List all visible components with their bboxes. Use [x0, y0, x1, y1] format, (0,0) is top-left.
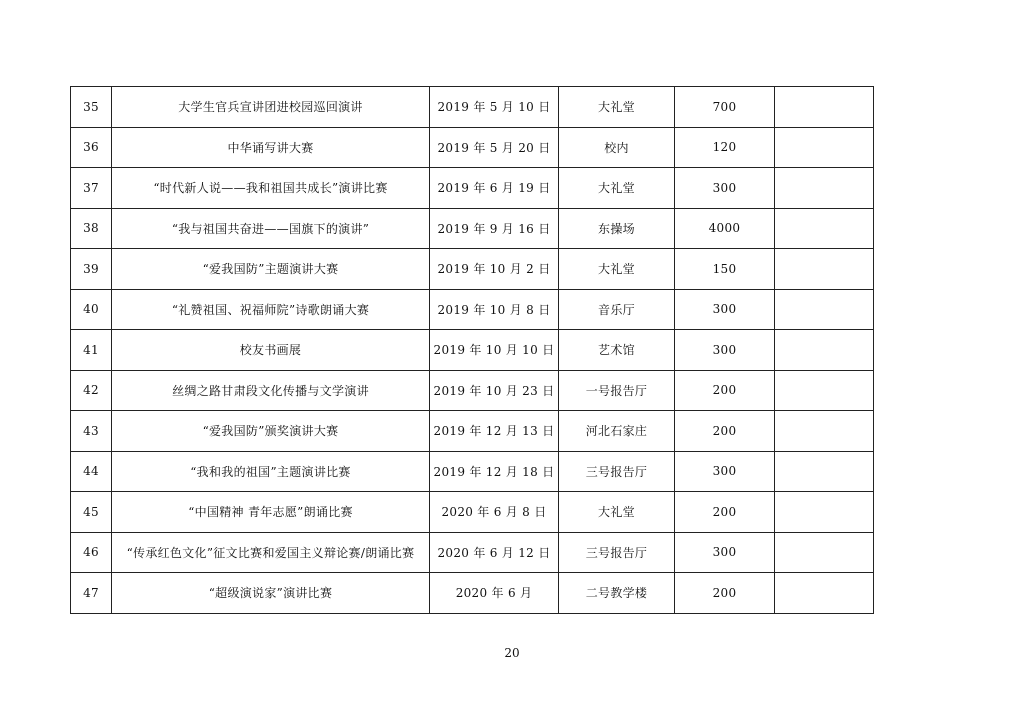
row-number-cell: 38 — [71, 208, 112, 249]
remarks-cell — [775, 330, 874, 371]
activity-name-cell: “我与祖国共奋进——国旗下的演讲” — [112, 208, 430, 249]
row-number-cell: 44 — [71, 451, 112, 492]
date-cell: 2019 年 5 月 20 日 — [430, 127, 559, 168]
date-cell: 2020 年 6 月 12 日 — [430, 532, 559, 573]
remarks-cell — [775, 127, 874, 168]
table-row — [71, 532, 874, 573]
date-cell: 2019 年 5 月 10 日 — [430, 87, 559, 128]
date-cell: 2019 年 12 月 18 日 — [430, 451, 559, 492]
table-row — [71, 451, 874, 492]
activity-name-cell: “时代新人说——我和祖国共成长”演讲比赛 — [112, 168, 430, 209]
participant-count-cell: 200 — [675, 492, 775, 533]
date-cell: 2020 年 6 月 8 日 — [430, 492, 559, 533]
venue-cell: 大礼堂 — [559, 492, 675, 533]
activity-name-cell: 大学生官兵宣讲团进校园巡回演讲 — [112, 87, 430, 128]
participant-count-cell: 120 — [675, 127, 775, 168]
table-row — [71, 87, 874, 128]
row-number-cell: 35 — [71, 87, 112, 128]
table-row — [71, 573, 874, 614]
venue-cell: 东操场 — [559, 208, 675, 249]
venue-cell: 二号教学楼 — [559, 573, 675, 614]
venue-cell: 音乐厅 — [559, 289, 675, 330]
participant-count-cell: 300 — [675, 330, 775, 371]
row-number-cell: 41 — [71, 330, 112, 371]
row-number-cell: 40 — [71, 289, 112, 330]
participant-count-cell: 150 — [675, 249, 775, 290]
participant-count-cell: 700 — [675, 87, 775, 128]
venue-cell: 三号报告厅 — [559, 532, 675, 573]
participant-count-cell: 300 — [675, 451, 775, 492]
remarks-cell — [775, 411, 874, 452]
table-body — [71, 87, 874, 614]
participant-count-cell: 200 — [675, 370, 775, 411]
date-cell: 2019 年 10 月 10 日 — [430, 330, 559, 371]
venue-cell: 河北石家庄 — [559, 411, 675, 452]
activity-name-cell: “传承红色文化”征文比赛和爱国主义辩论赛/朗诵比赛 — [112, 532, 430, 573]
venue-cell: 三号报告厅 — [559, 451, 675, 492]
row-number-cell: 46 — [71, 532, 112, 573]
venue-cell: 大礼堂 — [559, 87, 675, 128]
activity-name-cell: “中国精神 青年志愿”朗诵比赛 — [112, 492, 430, 533]
table-row — [71, 492, 874, 533]
participant-count-cell: 300 — [675, 289, 775, 330]
remarks-cell — [775, 208, 874, 249]
table-row — [71, 289, 874, 330]
remarks-cell — [775, 573, 874, 614]
activity-name-cell: 丝绸之路甘肃段文化传播与文学演讲 — [112, 370, 430, 411]
participant-count-cell: 300 — [675, 532, 775, 573]
remarks-cell — [775, 532, 874, 573]
activity-name-cell: 中华诵写讲大赛 — [112, 127, 430, 168]
activity-name-cell: “超级演说家”演讲比赛 — [112, 573, 430, 614]
date-cell: 2019 年 10 月 23 日 — [430, 370, 559, 411]
row-number-cell: 47 — [71, 573, 112, 614]
remarks-cell — [775, 492, 874, 533]
participant-count-cell: 4000 — [675, 208, 775, 249]
venue-cell: 校内 — [559, 127, 675, 168]
remarks-cell — [775, 370, 874, 411]
date-cell: 2020 年 6 月 — [430, 573, 559, 614]
activity-table — [70, 86, 874, 614]
row-number-cell: 39 — [71, 249, 112, 290]
activity-name-cell: “爱我国防”主题演讲大赛 — [112, 249, 430, 290]
participant-count-cell: 300 — [675, 168, 775, 209]
venue-cell: 大礼堂 — [559, 168, 675, 209]
row-number-cell: 36 — [71, 127, 112, 168]
row-number-cell: 42 — [71, 370, 112, 411]
row-number-cell: 37 — [71, 168, 112, 209]
venue-cell: 大礼堂 — [559, 249, 675, 290]
table-row — [71, 127, 874, 168]
date-cell: 2019 年 9 月 16 日 — [430, 208, 559, 249]
date-cell: 2019 年 10 月 2 日 — [430, 249, 559, 290]
table-row — [71, 370, 874, 411]
table-row — [71, 168, 874, 209]
date-cell: 2019 年 12 月 13 日 — [430, 411, 559, 452]
date-cell: 2019 年 6 月 19 日 — [430, 168, 559, 209]
row-number-cell: 43 — [71, 411, 112, 452]
activity-name-cell: “礼赞祖国、祝福师院”诗歌朗诵大赛 — [112, 289, 430, 330]
participant-count-cell: 200 — [675, 411, 775, 452]
remarks-cell — [775, 289, 874, 330]
activity-name-cell: 校友书画展 — [112, 330, 430, 371]
date-cell: 2019 年 10 月 8 日 — [430, 289, 559, 330]
remarks-cell — [775, 87, 874, 128]
table-row — [71, 208, 874, 249]
table-row — [71, 411, 874, 452]
table-row — [71, 249, 874, 290]
table-row — [71, 330, 874, 371]
venue-cell: 艺术馆 — [559, 330, 675, 371]
remarks-cell — [775, 451, 874, 492]
row-number-cell: 45 — [71, 492, 112, 533]
page-number: 20 — [504, 646, 520, 660]
remarks-cell — [775, 168, 874, 209]
venue-cell: 一号报告厅 — [559, 370, 675, 411]
activity-name-cell: “我和我的祖国”主题演讲比赛 — [112, 451, 430, 492]
participant-count-cell: 200 — [675, 573, 775, 614]
activity-name-cell: “爱我国防”颁奖演讲大赛 — [112, 411, 430, 452]
remarks-cell — [775, 249, 874, 290]
